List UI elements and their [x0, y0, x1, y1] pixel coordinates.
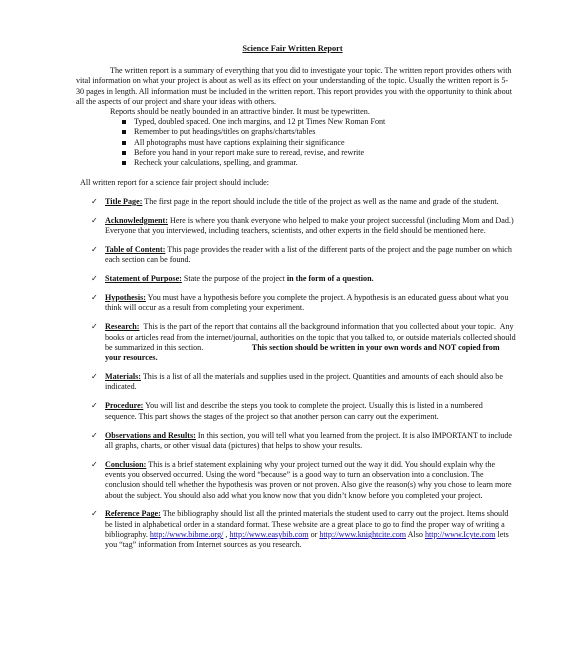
icyte-link[interactable]: http://www.Icyte.com	[424, 530, 496, 540]
easybib-link[interactable]: http://www.easybib.com	[229, 530, 309, 540]
section-statement-of-purpose	[91, 274, 516, 284]
report-sections-list	[91, 197, 516, 559]
section-text: Here is where you thank everyone who helped to make your project successful (including Mom and Dad.) Everyone that you interviewed, including teachers, scientists, and other experts in the field should be mentioned here.	[105, 215, 514, 236]
checkmark-icon: ✓	[91, 430, 98, 440]
section-table-of-content	[91, 245, 516, 266]
include-lead-text: All written report for a science fair project should include:	[80, 178, 270, 187]
link-separator: or	[308, 530, 320, 540]
section-heading: Conclusion:	[105, 459, 147, 469]
section-text: In this section, you will tell what you learned from the project. It is also IMPORTANT to include all graphs, charts, or other visual data (pictures) that helps to show your results.	[105, 430, 512, 450]
format-bullet-list	[120, 117, 385, 168]
checkmark-icon: ✓	[91, 245, 98, 255]
knightcite-link[interactable]: http://www.knightcite.com	[319, 530, 407, 540]
section-text-tail: lets you “tag” information from Internet sources as you research.	[105, 530, 509, 550]
section-text: This is the part of the report that contains all the background information that you collected about your topic. Any books or articles read from the internet/journal, authorities on the topic that you talked to, or outside materials collected should be summarized in this section.	[105, 322, 518, 352]
section-emphasis: This section should be written in your own words and NOT copied from your resources.	[105, 342, 500, 363]
checkmark-icon: ✓	[91, 293, 98, 303]
bullet-item: Recheck your calculations, spelling, and grammar.	[120, 158, 385, 168]
section-heading: Statement of Purpose:	[105, 274, 182, 284]
section-reference-page	[91, 509, 516, 550]
section-emphasis: in the form of a question.	[286, 274, 374, 284]
checkmark-icon: ✓	[91, 197, 98, 206]
bullet-item: Before you hand in your report make sure to reread, revise, and rewrite	[120, 148, 385, 158]
section-materials	[91, 372, 516, 393]
section-conclusion	[91, 460, 516, 501]
document-title: Science Fair Written Report	[242, 44, 343, 53]
section-hypothesis	[91, 293, 516, 314]
checkmark-icon: ✓	[91, 274, 98, 284]
checkmark-icon: ✓	[91, 372, 98, 382]
section-heading: Title Page:	[105, 197, 143, 206]
section-heading: Table of Content:	[105, 245, 166, 255]
bullet-item: Typed, doubled spaced. One inch margins, and 12 pt Times New Roman Font	[120, 117, 385, 127]
section-text: This is a list of all the materials and supplies used in the project. Quantities and amounts of each should also be indicated.	[105, 372, 503, 392]
section-heading: Research:	[105, 322, 140, 332]
section-text: This is a brief statement explaining why your project turned out the way it did. You should explain why the events you observed occurred. Using the word “because” is a good way to turn an observation into a conclusion. The conclusion should tell whether the hypothesis was proven or not proven. Also give the reason(s) why you chose to learn more about the subject. You should also add what you know now that you didn’t know before you completed your project.	[105, 459, 512, 500]
checkmark-icon: ✓	[91, 322, 98, 332]
section-observations-results	[91, 431, 516, 452]
section-text: State the purpose of the project	[181, 274, 287, 284]
link-separator: ,	[223, 530, 230, 540]
checkmark-icon: ✓	[91, 459, 98, 469]
checkmark-icon: ✓	[91, 509, 98, 519]
bibme-link[interactable]: http://www.bibme.org/	[149, 530, 224, 540]
section-heading: Observations and Results:	[105, 430, 196, 440]
section-text: This page provides the reader with a list of the different parts of the project and the page number on which each section can be found.	[105, 245, 512, 265]
section-heading: Procedure:	[105, 401, 144, 411]
binder-instructions: Reports should be neatly bounded in an attractive binder. It must be typewritten.	[110, 107, 370, 116]
checkmark-icon: ✓	[91, 215, 98, 225]
bullet-item: Remember to put headings/titles on graphs/charts/tables	[120, 127, 385, 137]
section-title-page	[91, 197, 516, 207]
intro-paragraph: The written report is a summary of everything that you did to investigate your topic. The written report provides others with vital information on what your project is about as well as its effect on your understanding of the topic. Usually the written report is 5-30 pages in length. All information must be included in the written report. This report provides you with the opportunity to think about all the aspects of our project and share your ideas with others.	[76, 66, 512, 106]
link-separator: Also	[406, 530, 425, 540]
section-research	[91, 322, 516, 363]
section-text: You must have a hypothesis before you complete the project. A hypothesis is an educated guess about what you think will occur as a result from completing your experiment.	[105, 293, 509, 313]
section-procedure	[91, 401, 516, 422]
checkmark-icon: ✓	[91, 401, 98, 411]
section-heading: Acknowledgment:	[105, 215, 168, 225]
section-heading: Reference Page:	[105, 509, 161, 519]
bullet-item: All photographs must have captions explaining their significance	[120, 138, 385, 148]
section-text: The first page in the report should include the title of the project as well as the name and grade of the student.	[142, 197, 499, 206]
section-heading: Materials:	[105, 372, 141, 382]
section-text: You will list and describe the steps you took to complete the project. Usually this is listed in a numbered sequence. This part shows the stages of the project so that another person can carry out the experiment.	[105, 401, 483, 421]
section-text: The bibliography should list all the printed materials the student used to carry out the project. Items should be listed in alphabetical order in a standard format. These website are a great place to go to find the proper way of writing a bibliography.	[105, 509, 509, 540]
section-heading: Hypothesis:	[105, 293, 146, 303]
section-acknowledgment	[91, 216, 516, 237]
